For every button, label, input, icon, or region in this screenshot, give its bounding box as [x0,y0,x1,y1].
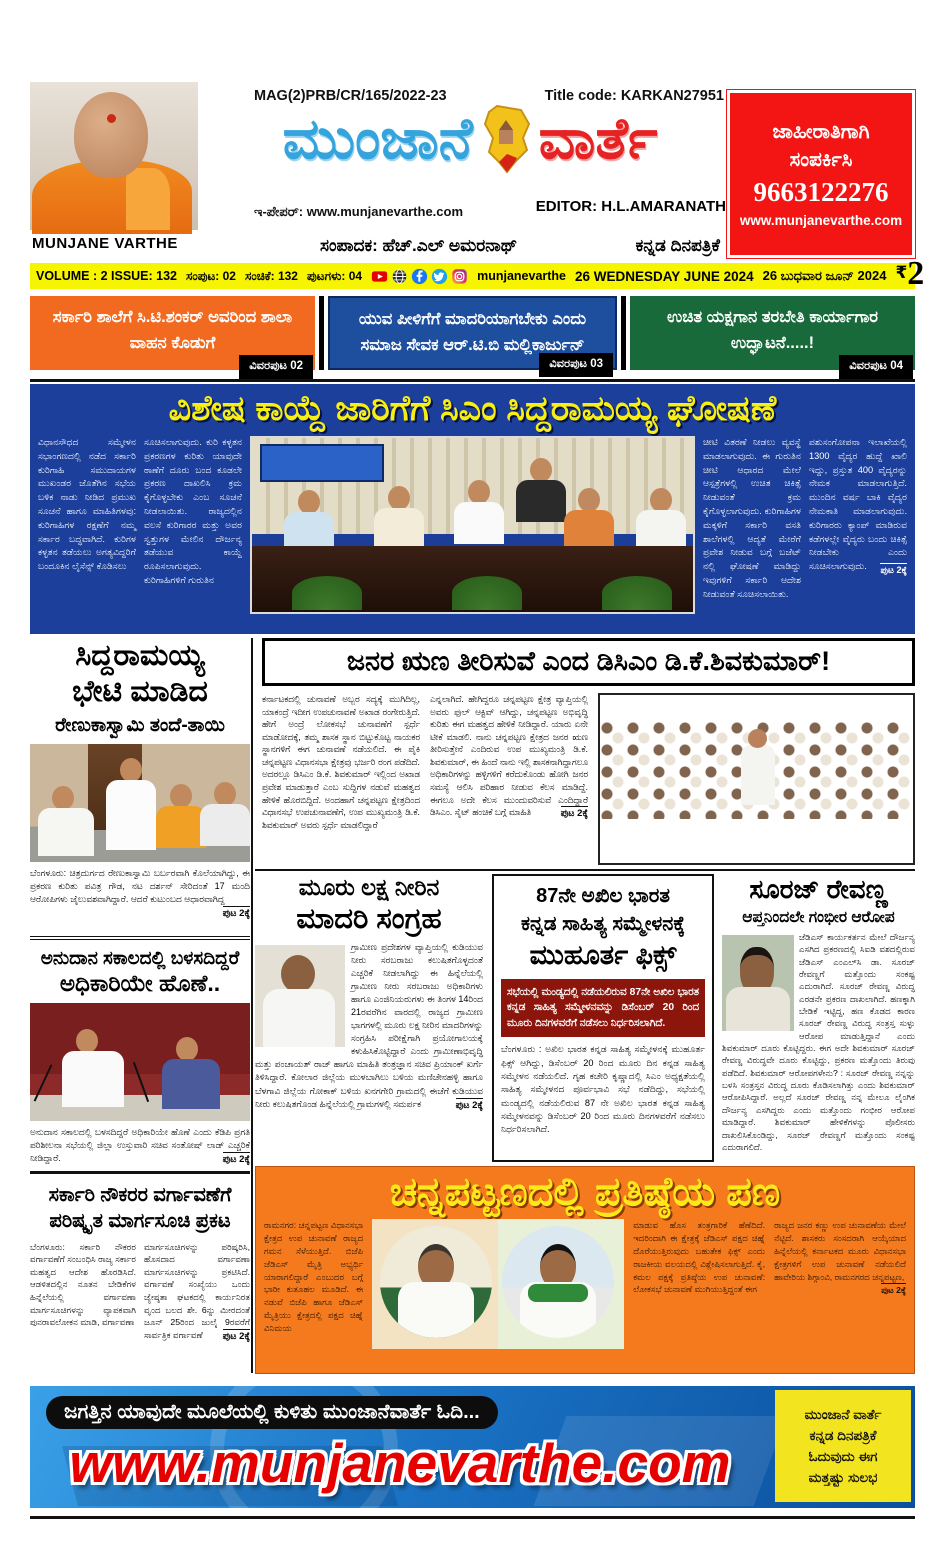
channapatna-story [255,1166,915,1374]
masthead-center [210,80,730,258]
masthead [30,80,915,258]
facebook-icon[interactable] [411,268,428,285]
continue-page-tag[interactable]: ಪುಟ 2ಕ್ಕೆ [222,1330,250,1342]
teaser-page-tag[interactable]: ವಿವರಪುಟ 02 [239,355,313,379]
sammelana-headline-line2: ಕನ್ನಡ ಸಾಹಿತ್ಯ ಸಮ್ಮೇಳನಕ್ಕೆ [520,913,686,935]
masthead-photo-label: MUNJANE VARTHE [30,230,198,256]
instagram-icon[interactable] [451,268,468,285]
suraj-subhead: ಆಪ್ತನಿಂದಲೇ ಗಂಭೀರ ಆರೋಪ [742,909,895,926]
continue-page-tag[interactable]: ಪುಟ 2ಕ್ಕೆ [881,1285,906,1296]
banner-side-line2: ಕನ್ನಡ ದಿನಪತ್ರಿಕೆ [809,1427,877,1443]
teaser-text: ಯುವ ಪೀಳಿಗೆಗೆ ಮಾದರಿಯಾಗಬೇಕು ಎಂದು ಸಮಾಜ ಸೇವಕ ಆರ್.ಟಿ.ಬಿ ಮಲ್ಲಿಕಾರ್ಜುನ್ [358,310,587,354]
banner-side-line3: ಓದುವುದು ಈಗ [808,1448,878,1464]
water-body-1: ಗ್ರಾಮೀಣ ಪ್ರದೇಶಗಳ ವ್ಯಾಪ್ತಿಯಲ್ಲಿ ಕುಡಿಯುವ ನೀರು ಸರಬರಾಜು ಕಲುಷಿತಗೊಳ್ಳದಂತೆ ಎಚ್ಚರಿಕೆ ನೀಡಲಾಗಿದ್ದು ಈ ಹಿನ್ನೆಲೆಯಲ್ಲಿ ಗ್ರಾಮೀಣ ನೀರು ಸರಬರಾಜು ಅಧಿಕಾರಿಗಳು ಹಾಗೂ ಎಂಜಿನಿಯರುಗಳು ಈ ತಿಂಗಳ 14ರಿಂದ 21ರವರೆಗಿನ ವಾರದಲ್ಲಿ ರಾಜ್ಯದ ಗ್ರಾಮೀಣ ಭಾಗಗಳಲ್ಲಿ ಮೂರು ಲಕ್ಷ ನೀರಿನ ಮಾದರಿಗಳನ್ನು ಸಂಗ್ರಹಿಸಿ ಪರೀಕ್ಷೆಗಾಗಿ ಪ್ರಯೋಗಾಲಯಕ್ಕೆ ಕಳುಹಿಸಿಕೊಟ್ಟಿದ್ದಾರೆ ಎಂದು ಗ್ರಾಮೀಣಾಭಿವೃದ್ಧಿ ಮತ್ತು ಪಂಚಾಯತ್ ರಾಜ್ ಹಾಗೂ ಮಾಹಿತಿ ತಂತ್ರಜ್ಞಾನ ಸಚಿವ ಪ್ರಿಯಾಂಕ್ ಖರ್ಗೆ ತಿಳಿಸಿದ್ದಾರೆ. [255,942,483,1083]
epaper-url[interactable]: ಇ-ಪೇಪರ್: www.munjanevarthe.com [254,204,464,219]
dcm-continue-note: ಸೈಟ್ ಹಂಚಿಕೆ ಬಗ್ಗೆ ಮಾಹಿತಿ [454,807,532,818]
transfer-headline-line1: ಸರ್ಕಾರಿ ನೌಕರರ ವರ್ಗಾವಣೆಗೆ [48,1184,232,1206]
water-headline-line1: ಮೂರು ಲಕ್ಷ ನೀರಿನ [298,874,440,900]
editor-name-en: EDITOR: H.L.AMARANATH [535,198,726,215]
teaser-page-tag[interactable]: ವಿವರಪುಟ 04 [839,355,913,379]
issue-kn: ಸಂಚಿಕೆ: 132 [245,268,298,283]
info-bar [30,254,925,292]
anudana-story [30,946,250,1174]
anudana-caption: ಅನುದಾನ ಸಕಾಲದಲ್ಲಿ ಬಳಸದಿದ್ದರೆ ಅಧಿಕಾರಿಯೇ ಹೊಣೆ ಎಂದು ಕೆಡಿಪಿ ಪ್ರಗತಿ ಪರಿಶೀಲನಾ ಸಭೆಯಲ್ಲಿ ಜಿಲ್ಲಾ ಉಸ್ತುವಾರಿ ಸಚಿವ ಸಂತೋಷ್ ಲಾಡ್ ಎಚ್ಚರಿಕೆ ನೀಡಿದ್ದಾರೆ. [30,1127,250,1164]
youtube-icon[interactable] [371,268,388,285]
banner-side-line1: ಮುಂಜಾನೆ ವಾರ್ತೆ [804,1406,882,1422]
water-samples-story [255,874,483,1162]
globe-icon[interactable] [391,268,408,285]
continue-page-tag[interactable]: ಪುಟ 2ಕ್ಕೆ [455,1099,483,1111]
banner-tagline: ಜಗತ್ತಿನ ಯಾವುದೇ ಮೂಲೆಯಲ್ಲಿ ಕುಳಿತು ಮುಂಜಾನೆವಾರ್ತೆ ಓದಿ... [46,1396,498,1429]
rupee-symbol: ₹ [895,262,908,282]
transfer-guidelines-story [30,1182,250,1372]
sammelana-body: ಬೆಂಗಳೂರು : ಅಖಿಲ ಭಾರತ ಕನ್ನಡ ಸಾಹಿತ್ಯ ಸಮ್ಮೇಳನಕ್ಕೆ ಮುಹೂರ್ತ ಫಿಕ್ಸ್ ಆಗಿದ್ದು, ಡಿಸೆಂಬರ್ 20 ರಿಂದ ಮೂರು ದಿನ ಕನ್ನಡ ಸಾಹಿತ್ಯ ಸಮ್ಮೇಳನ ನಡೆಯಲಿದೆ. ಗೃಹ ಕಚೇರಿ ಕೃಷ್ಣಾದಲ್ಲಿ ಸಿಎಂ ಅಧ್ಯಕ್ಷತೆಯಲ್ಲಿ ಸಾಹಿತ್ಯ ಸಮ್ಮೇಳನದ ಪೂರ್ವಭಾವಿ ಸಭೆ ನಡೆದಿದ್ದು, ಸಭೆಯಲ್ಲಿ ಮಂಡ್ಯದಲ್ಲಿ ನಡೆಯಲಿರುವ 87 ನೇ ಅಖಿಲ ಭಾರತ ಕನ್ನಡ ಸಾಹಿತ್ಯ ಸಮ್ಮೇಳನವನ್ನು ಡಿಸೆಂಬರ್ 20 ರಿಂದ ಮೂರು ದಿನಗಳವರೆಗೆ ನಡೆಸಲು ನಿರ್ಧರಿಸಲಾಗಿದೆ. [501,1044,705,1135]
column-divider [251,638,253,1373]
suraj-portrait-photo [722,935,794,1031]
dcm-crowd-photo [598,693,915,865]
channapatna-column-3: ರಾಜ್ಯದ ಜನರ ಕಣ್ಣು ಉಪ ಚುನಾವಣೆಯ ಮೇಲೆ ನೆಟ್ಟಿದೆ. ಶಾಸಕರು ಸಂಸದರಾಗಿ ಆಯ್ಕೆಯಾದ ಹಿನ್ನೆಲೆಯಲ್ಲಿ ಕರ್ನಾಟಕದ ಮೂರು ವಿಧಾನಸಭಾ ಕ್ಷೇತ್ರಗಳಿಗೆ ಉಪ ಚುನಾವಣೆ ನಡೆಯಲಿದೆ ಹಾವೇರಿಯ ಶಿಗ್ಗಾಂವಿ, ರಾಮನಗರದ ಚನ್ನಪಟ್ಟಣ, [774,1220,906,1282]
advertise-line2: ಸಂಪರ್ಕಿಸಿ [789,148,853,171]
renuka-headline-line1: ಸಿದ್ದರಾಮಯ್ಯ [75,639,205,672]
social-handle[interactable]: munjanevarthe [477,269,567,283]
renuka-headline-line2: ಭೇಟಿ ಮಾಡಿದ [72,675,208,708]
anudana-headline-line2: ಅಧಿಕಾರಿಯೇ ಹೊಣೆ.. [59,970,221,997]
channapatna-headline: ಚನ್ನಪಟ್ಟಣದಲ್ಲಿ ಪ್ರತಿಷ್ಠೆಯ ಪಣ [389,1170,781,1214]
transfer-headline-line2: ಪರಿಷ್ಕೃತ ಮಾರ್ಗಸೂಚಿ ಪ್ರಕಟ [49,1210,231,1233]
banner-side-box [775,1390,911,1502]
transfer-column-1: ಬೆಂಗಳೂರು: ಸರ್ಕಾರಿ ನೌಕರರ ವರ್ಗಾವಣೆಗೆ ಸಂಬಂಧಿಸಿ ರಾಜ್ಯ ಸರ್ಕಾರ ಮಹತ್ವದ ಆದೇಶ ಹೊರಡಿಸಿದೆ. ಆಡಳಿತದಲ್ಲಿನ ನೂತನ ಬೇಡಿಕೆಗಳ ಹಿನ್ನೆಲೆಯಲ್ಲಿ ವರ್ಗಾವಣಾ ಮಾರ್ಗಸೂಚಿಗಳನ್ನು ವ್ಯಾಪಕವಾಗಿ ಪುನರಾವಲೋಕನ ಮಾಡಿ, ವರ್ಗಾವಣಾ [30,1241,136,1328]
renuka-subhead: ರೇಣುಕಾಸ್ವಾಮಿ ತಂದೆ-ತಾಯಿ [55,715,225,736]
lead-column-1: ವಿಧಾನಸೌಧದ ಸಮ್ಮೇಳನ ಸಭಾಂಗಣದಲ್ಲಿ ನಡೆದ ಸರ್ಕಾರಿ ಕುರಿಗಾಹಿ ಸಮುದಾಯಗಳ ಮುಖಂಡರ ಜೊತೆಗಿನ ಸಭೆಯ ಬಳಿಕ ನಾಡು ನೀಡಿದ ಪ್ರಮುಖ ಸೂಚನೆ ಹಾಗೂ ಮಾಹಿತಿಗಳವು: ಕುರಿಗಾಹಿಗಳ ರಕ್ಷಣೆಗೆ ನಮ್ಮ ಸರ್ಕಾರ ಬದ್ಧವಾಗಿದೆ. ಕುರಿಗಳ ಕಳ್ಳತನ ತಡೆಯಲು ಅಗತ್ಯವಿದ್ದರಿಗೆ ಬಂದೂಕಿನ ಲೈಸೆನ್ಸ್ ಕೊಡಿಸಲು [38,437,136,572]
advertise-line1: ಜಾಹೀರಾತಿಗಾಗಿ [772,120,870,143]
lead-column-2: ಸೂಚಿಸಲಾಗುವುದು. ಕುರಿ ಕಳ್ಳತನ ಪ್ರಕರಣಗಳ ಕುರಿತು ಯಾವುದೇ ಠಾಣೆಗೆ ದೂರು ಬಂದ ಕೂಡಲೇ ಪ್ರಕರಣ ದಾಖಲಿಸಿ ಕ್ರಮ ಕೈಗೊಳ್ಳಬೇಕು ಎಂಬ ಸೂಚನೆ ನೀಡಲಾಯಿತು. ರಾಜ್ಯದಲ್ಲಿನ ವಲಸೆ ಕುರಿಗಾರರ ಮತ್ತು ಅವರ ಸ್ವತ್ತುಗಳ ಮೇಲಿನ ದೌರ್ಜನ್ಯ ತಡೆಯುವ ಕಾಯ್ದೆ ರೂಪಿಸಲಾಗುವುದು. ಕುರಿಗಾಹಿಗಳಿಗೆ ಗುರುತಿನ [144,437,242,585]
continue-page-tag[interactable]: ಪುಟ 2ಕ್ಕೆ [222,1154,250,1166]
suraj-body: ಜೆಡಿಎಸ್ ಕಾರ್ಯಕರ್ತನ ಮೇಲೆ ದೌರ್ಜನ್ಯ ಎಸಗಿದ ಪ್ರಕರಣದಲ್ಲಿ ಸಿಐಡಿ ವಶದಲ್ಲಿರುವ ಜೆಡಿಎಸ್ ಎಂಎಲ್‌ಸಿ ಡಾ. ಸೂರಜ್ ರೇವಣ್ಣಗೆ ಮತ್ತೊಂದು ಸಂಕಷ್ಟ ಎದುರಾಗಿದೆ. ಸೂರಜ್ ರೇವಣ್ಣ ವಿರುದ್ಧ ಎರಡನೇ ಪ್ರಕರಣ ದಾಖಲಾಗಿದೆ. ಹಣಕ್ಕಾಗಿ ಬೇಡಿಕೆ ಇಟ್ಟಿದ್ದ, ಹಣ ಕೊಡದ ಕಾರಣ ಸೂರಜ್ ರೇವಣ್ಣ ವಿರುದ್ಧ ಸಂತ್ರಸ್ತ ಸುಳ್ಳು ಆರೋಪ ಮಾಡುತ್ತಿದ್ದಾನೆ ಎಂದು ಶಿವಕುಮಾರ್ ದೂರು ಕೊಟ್ಟಿದ್ದರು. ಈಗ ಅದೇ ಶಿವಕುಮಾರ್ ಸೂರಜ್ ರೇವಣ್ಣ ವಿರುದ್ಧವೇ ದೂರು ಕೊಟ್ಟಿದ್ದು, ಪ್ರಕರಣ ಮತ್ತೊಂದು ತಿರುವು ಪಡೆದಿದೆ. ಶಿವಕುಮಾರ್ ಆರೋಪಗಳೇನು? : ಸೂರಜ್ ರೇವಣ್ಣ ನನ್ನನ್ನು ಬಳಸಿ ಸಂತ್ರಸ್ತನ ವಿರುದ್ಧ ದೂರು ಕೊಡಿಸಲಾಗಿತ್ತು ಎಂದು ಶಿವಕುಮಾರ್ ಆರೋಪಿಸಿದ್ದಾರೆ. ಅಲ್ಲದೆ ಸೂರಜ್ ರೇವಣ್ಣ ನನ್ನ ಮೇಲೂ ಲೈಂಗಿಕ ದೌರ್ಜನ್ಯ ಎಸಗಿದ್ದರು ಎಂದು ಮತ್ತೊಂದು ಗಂಭೀರ ಆರೋಪ ಮಾಡಿದ್ದಾರೆ. ಶಿವಕುಮಾರ್ ಹೇಳಿಕೆಗಳನ್ನು ಪೊಲೀಸರು ದಾಖಲಿಸಿಕೊಂಡಿದ್ದು, ಸೂರಜ್ ರೇವಣ್ಣಗೆ ಮತ್ತೊಂದು ಸಂಕಷ್ಟ ಎದುರಾಗಲಿದೆ. [722,932,915,1152]
date-kn: 26 ಬುಧವಾರ ಜೂನ್ 2024 [762,268,887,283]
sammelana-highlight: ಸಭೆಯಲ್ಲಿ ಮಂಡ್ಯದಲ್ಲಿ ನಡೆಯಲಿರುವ 87ನೇ ಅಖಿಲ ಭಾರತ ಕನ್ನಡ ಸಾಹಿತ್ಯ ಸಮ್ಮೇಳನವನ್ನು ಡಿಸೆಂಬರ್ 20 ರಿಂದ ಮೂರು ದಿನಗಳವರೆಗೆ ನಡೆಸಲು ನಿರ್ಧರಿಸಲಾಗಿದೆ. [501,979,705,1037]
title-code: Title code: KARKAN27951 [544,88,724,104]
dks-hdk-photo [372,1219,624,1349]
teaser-page-tag[interactable]: ವಿವರಪುಟ 03 [539,353,613,377]
lead-column-4: ಪಶುಸಂಗೋಪನಾ ಇಲಾಖೆಯಲ್ಲಿ 1300 ವೈದ್ಯರ ಹುದ್ದೆ ಖಾಲಿ ಇದ್ದು, ಪ್ರಸ್ತುತ 400 ವೈದ್ಯರನ್ನು ನೇಮಕ ಮಾಡಲಾಗುತ್ತಿದೆ. ಮುಂದಿನ ವರ್ಷ ಬಾಕಿ ವೈದ್ಯರ ನೇಮಕಾತಿ ಮಾಡಲಾಗುವುದು. ಕುರಿಗಾರರು ಕ್ಯಾಂಪ್ ಮಾಡಿರುವ ಕಡೆಗಳಲ್ಲೇ ವೈದ್ಯರು ಬಂದು ಚಿಕಿತ್ಸೆ ನೀಡಬೇಕು ಎಂದು ಸೂಚಿಸಲಾಗುವುದು. [809,437,907,572]
teaser-school-vehicle[interactable] [30,296,315,373]
teaser-separator [621,296,626,370]
teaser-strip [30,296,915,373]
kannada-daily-label: ಕನ್ನಡ ದಿನಪತ್ರಿಕೆ [635,236,720,255]
pages-kn: ಪುಟಗಳು: 04 [306,268,363,283]
teaser-text: ಸರ್ಕಾರಿ ಶಾಲೆಗೆ ಸಿ.ಟಿ.ಶಂಕರ್ ಅವರಿಂದ ಶಾಲಾ ವಾಹನ ಕೊಡುಗೆ [52,308,293,352]
water-headline-line2: ಮಾದರಿ ಸಂಗ್ರಹ [296,903,442,935]
price-value: 2 [907,254,925,292]
cm-meeting-photo [250,436,695,614]
website-banner[interactable] [30,1386,915,1508]
date-en: 26 WEDNESDAY JUNE 2024 [575,268,754,284]
sammelana-headline-line1: 87ನೇ ಅಖಿಲ ಭಾರತ [536,885,670,907]
teaser-youth-role-model[interactable] [328,296,617,370]
dcm-story [262,638,915,866]
lead-headline: ವಿಶೇಷ ಕಾಯ್ದೆ ಜಾರಿಗೆಗೆ ಸಿಎಂ ಸಿದ್ದರಾಮಯ್ಯ ಘೋಷಣೆ [168,389,777,428]
channapatna-column-1: ರಾಮನಗರ: ಚನ್ನಪಟ್ಟಣ ವಿಧಾನಸಭಾ ಕ್ಷೇತ್ರದ ಉಪ ಚುನಾವಣೆ ರಾಜ್ಯದ ಗಮನ ಸೆಳೆಯುತ್ತಿದೆ. ಬಿಜೆಪಿ ಜೆಡಿಎಸ್ ಮೈತ್ರಿ ಅಭ್ಯರ್ಥಿ ಯಾರಾಗಲಿದ್ದಾರೆ ಎಂಬುದರ ಬಗ್ಗೆ ಭಾರೀ ಕುತೂಹಲ ಮೂಡಿದೆ. ಈ ನಡುವೆ ಬಿಜೆಪಿ ಹಾಗೂ ಜೆಡಿಎಸ್ ಮೈತ್ರಿಯು ಕ್ಷೇತ್ರದಲ್ಲಿ ಪಕ್ಷದ ಚಿಹ್ನೆ ವಿನಿಮಯ [264,1220,364,1334]
paper-title-part1: ಮುಂಜಾನೆ [282,106,473,171]
suraj-revanna-story [722,874,915,1162]
renuka-caption: ಬೆಂಗಳೂರು: ಚಿತ್ರದುರ್ಗದ ರೇಣುಕಾಸ್ವಾಮಿ ಬರ್ಬರವಾಗಿ ಕೊಲೆಯಾಗಿದ್ದು, ಈ ಪ್ರಕರಣ ಕುರಿತು ಪವಿತ್ರ ಗೌಡ, ನಟ ದರ್ಶನ್ ಸೇರಿದಂತೆ 17 ಮಂದಿ ಆರೋಪಿಗಳು ಜೈಲುವಶವಾಗಿದ್ದಾರೆ. ಆದರೆ ಕುಟುಂಬದ ಆಧಾರವಾಗಿದ್ದ [30,868,250,905]
suraj-headline: ಸೂರಜ್ ರೇವಣ್ಣ [749,874,888,904]
channapatna-column-2: ಮಾಡುವ ಹೊಸ ತಂತ್ರಗಾರಿಕೆ ಹೆಣೆದಿದೆ. ಇದರಿಂದಾಗಿ ಈ ಕ್ಷೇತ್ರಕ್ಕೆ ಜೆಡಿಎಸ್ ಪಕ್ಷದ ಚಿಹ್ನೆ ದೊರೆಯುತ್ತಿರುವುದು ಬಹುತೇಕ ಫಿಕ್ಸ್ ಎಂದು ರಾಜಕೀಯ ವಲಯದಲ್ಲಿ ವಿಶ್ಲೇಷಿಸಲಾಗುತ್ತಿದೆ. ಕೈ, ಕಮಲ ಪಕ್ಷಕ್ಕೆ ಪ್ರತಿಷ್ಠೆಯ ಉಪ ಚುನಾವಣೆ: ಲೋಕಸಭೆ ಚುನಾವಣೆ ಮುಗಿಯುತ್ತಿದ್ದಂತೆ ಈಗ [633,1220,766,1295]
sahitya-sammelana-story [492,874,714,1162]
dcm-column-1: ಕರ್ನಾಟಕದಲ್ಲಿ ಚುನಾವಣೆ ಅಬ್ಬರ ಸದ್ಯಕ್ಕೆ ಮುಗಿದಿಲ್ಲ, ಯಾಕಂದ್ರೆ ಇದೀಗ ಉಪಚುನಾವಣೆ ಅಖಾಡ ರಂಗೇರುತ್ತಿದೆ. ಹೇಗೆ ಅಂದ್ರೆ ಲೋಕಸಭೆ ಚುನಾವಣೆಗೆ ಸ್ಪರ್ಧೆ ಮಾಡೋದಕ್ಕೆ, ತಮ್ಮ ಶಾಸಕ ಸ್ಥಾನ ಬಿಟ್ಟುಕೊಟ್ಟ ನಾಯಕರ ಸ್ಥಾನಗಳಿಗೆ ಈಗ ಚುನಾವಣೆ ನಡೆಯಲಿದೆ. ಈ ಪೈಕಿ ಚನ್ನಪಟ್ಟಣ ವಿಧಾನಸಭಾ ಕ್ಷೇತ್ರವು ಭರ್ಜರಿ ರಂಗ ಪಡೆದಿದೆ. ಅದರಲ್ಲೂ ಡಿಸಿಎಂ ಡಿ.ಕೆ. ಶಿವಕುಮಾರ್ ಇಲ್ಲಿಂದ ಅಖಾಡ ಪ್ರವೇಶ ಮಾಡುತ್ತಾರೆ ಎಂಬ ಸುದ್ದಿಗಳ ನಡುವೆ ಮಹತ್ವದ ಹೇಳಿಕೆ ಹೊರಬಿದ್ದಿದೆ. ಅಂದಹಾಗೆ ಚನ್ನಪಟ್ಟಣ ಕ್ಷೇತ್ರದಿಂದ ವಿಧಾನಸಭೆ ಉಪಚುನಾವಣೆಗೆ, ಉಪ ಮುಖ್ಯಮಂತ್ರಿ ಡಿ.ಕೆ. ಶಿವಕುಮಾರ್ ಅವರು ಸ್ಪರ್ಧೆ ಮಾಡಲಿದ್ದಾರೆ [262,694,420,830]
publisher-photo [30,82,198,256]
transfer-column-2: ಮಾರ್ಗಸೂಚಿಗಳನ್ನು ಪರಿಷ್ಕರಿಸಿ, ಹೊಸದಾದ ವರ್ಗಾವಣಾ ಮಾರ್ಗಸೂಚಿಗಳನ್ನು ಪ್ರಕಟಿಸಿದೆ. ವರ್ಗಾವಣೆ ಸಂಖ್ಯೆಯು ಒಂದು ಜ್ಯೇಷ್ಠತಾ ಘಟಕದಲ್ಲಿ ಕಾರ್ಯನಿರತ ವೃಂದ ಬಲದ ಶೇ. 6ನ್ನು ಮೀರದಂತೆ ಜೂನ್ 25ರಿಂದ ಜುಲೈ 9ರವರೆಗೆ ಸಾರ್ವತ್ರಿಕ ವರ್ಗಾವಣೆ [144,1241,250,1340]
advertise-phone[interactable]: 9663122276 [753,176,889,207]
continue-page-tag[interactable]: ಪುಟ 2ಕ್ಕೆ [222,908,250,920]
registration-number: MAG(2)PRB/CR/165/2022-23 [254,88,447,104]
lead-story [30,384,915,634]
bottom-rule [30,1516,915,1519]
volume-issue-en: VOLUME : 2 ISSUE: 132 [36,269,178,283]
banner-side-line4: ಮತ್ತಷ್ಟು ಸುಲಭ [808,1469,878,1485]
banner-website-url[interactable]: www.munjanevarthe.com [69,1432,731,1494]
twitter-icon[interactable] [431,268,448,285]
section-divider [255,869,915,871]
kdp-meeting-photo [30,1003,250,1121]
section-divider [30,379,915,382]
advertise-contact-box [727,90,915,258]
teaser-text: ಉಚಿತ ಯಕ್ಷಗಾನ ತರಬೇತಿ ಕಾರ್ಯಾಗಾರ ಉದ್ಘಾಟನೆ.....! [666,308,879,352]
dcm-headline: ಜನರ ಋಣ ತೀರಿಸುವೆ ಎಂದ ಡಿಸಿಎಂ ಡಿ.ಕೆ.ಶಿವಕುಮಾರ್! [262,638,915,686]
minister-portrait-photo [255,945,345,1047]
editor-name-kn: ಸಂಪಾದಕ: ಹೆಚ್.ಎಲ್ ಅಮರನಾಥ್ [320,236,518,255]
anudana-headline-line1: ಅನುದಾನ ಸಕಾಲದಲ್ಲಿ ಬಳಸದಿದ್ದರೆ [40,947,240,968]
sammelana-headline-line3: ಮುಹೂರ್ತ ಫಿಕ್ಸ್ [529,940,677,970]
karnataka-map-icon [477,104,535,174]
renukaswamy-story [30,638,250,940]
dcm-column-2: ಎನ್ನಲಾಗಿದೆ. ಹೇಗಿದ್ದರೂ ಚನ್ನಪಟ್ಟಣ ಕ್ಷೇತ್ರ ವ್ಯಾಪ್ತಿಯಲ್ಲಿ ಅವರು ಫುಲ್ ಆಕ್ಟಿವ್ ಆಗಿದ್ದು, ಚನ್ನಪಟ್ಟಣ ಅಭಿವೃದ್ಧಿ ಕುರಿತು ಈಗ ಮಹತ್ವದ ಹೇಳಿಕೆ ನೀಡಿದ್ದಾರೆ. ಯಾರು ಏನೇ ಟೀಕೆ ಮಾಡಲಿ. ನಾನು ಚನ್ನಪಟ್ಟಣ ಕ್ಷೇತ್ರದ ಜನರ ಋಣ ತೀರಿಸುತ್ತೇನೆ ಎಂದಿರುವ ಉಪ ಮುಖ್ಯಮಂತ್ರಿ ಡಿ.ಕೆ. ಶಿವಕುಮಾರ್, ಈ ಹಿಂದೆ ನಾನು ಇಲ್ಲಿ ಶಾಸಕನಾಗಿದ್ದಾಗಲೂ ಅಧಿಕಾರಿಗಳನ್ನು ಹಳ್ಳಿಗಳಿಗೆ ಕರೆದುಕೊಂಡು ಹೋಗಿ ಜನರ ಸಮಸ್ಯೆ ಆಲಿಸಿ ಪರಿಹಾರ ನೀಡುವ ಕೆಲಸ ಮಾಡಿದ್ದೆ. ಈಗಲೂ ಅದೇ ಕೆಲಸ ಮುಂದುವರಿಸುವೆ ಎಂದಿದ್ದಾರೆ ಡಿಸಿಎಂ. [430,694,588,818]
teaser-yakshagana-workshop[interactable] [630,296,915,373]
volume-kn: ಸಂಪುಟ: 02 [186,268,236,283]
continue-page-tag[interactable]: ಪುಟ 2ಕ್ಕೆ [560,808,588,820]
water-body-2: ಕೋಲಾರ ಜಿಲ್ಲೆಯ ಮುಳಬಾಗಿಲು ಬಳಿಯ ಮಣಿಚೇನಹಳ್ಳಿ ಹಾಗೂ ಬೆಳಗಾವಿ ಜಿಲ್ಲೆಯ ಗೋಕಾಕ್ ಬಳಿಯ ಖನಗಗೇರಿ ಗ್ರಾಮದಲ್ಲಿ ಈಚೆಗೆ ಕುಡಿಯುವ ನೀರು ಕಲುಷಿತಗೊಂಡ ಹಿನ್ನೆಲೆಯಲ್ಲಿ ಗ್ರಾಮಗಳಲ್ಲಿ ಸಮರ್ಪಕ [255,1072,483,1109]
continue-page-tag[interactable]: ಪುಟ 2ಕ್ಕೆ [880,563,907,578]
cm-family-visit-photo [30,744,250,862]
lead-column-3: ಚೀಟಿ ವಿತರಣೆ ನೀಡಲು ವ್ಯವಸ್ಥೆ ಮಾಡಲಾಗುವುದು. ಈ ಗುರುತಿನ ಚೀಟಿ ಆಧಾರದ ಮೇಲೆ ಆಸ್ಪತ್ರೆಗಳಲ್ಲಿ ಉಚಿತ ಚಿಕಿತ್ಸೆ ನೀಡುವಂತೆ ಕ್ರಮ ಕೈಗೊಳ್ಳಲಾಗುವುದು. ಕುರಿಗಾಹಿಗಳ ಮಕ್ಕಳಿಗೆ ಸರ್ಕಾರಿ ವಸತಿ ಶಾಲೆಗಳಲ್ಲಿ ಆದ್ಯತೆ ಮೇರೆಗೆ ಪ್ರವೇಶ ನೀಡುವ ಬಗ್ಗೆ ಬಜೆಟ್ ನಲ್ಲಿ ಘೋಷಣೆ ಮಾಡಿದ್ದು ಇವುಗಳಿಗೆ ಸರ್ಕಾರಿ ಆದೇಶ ನೀಡುವಂತೆ ಸೂಚಿಸಲಾಯಿತು. [703,437,801,599]
advertise-url[interactable]: www.munjanevarthe.com [739,212,903,228]
price [895,254,925,292]
teaser-separator [319,296,324,370]
paper-title-part2: ವಾರ್ತೆ [538,106,658,171]
